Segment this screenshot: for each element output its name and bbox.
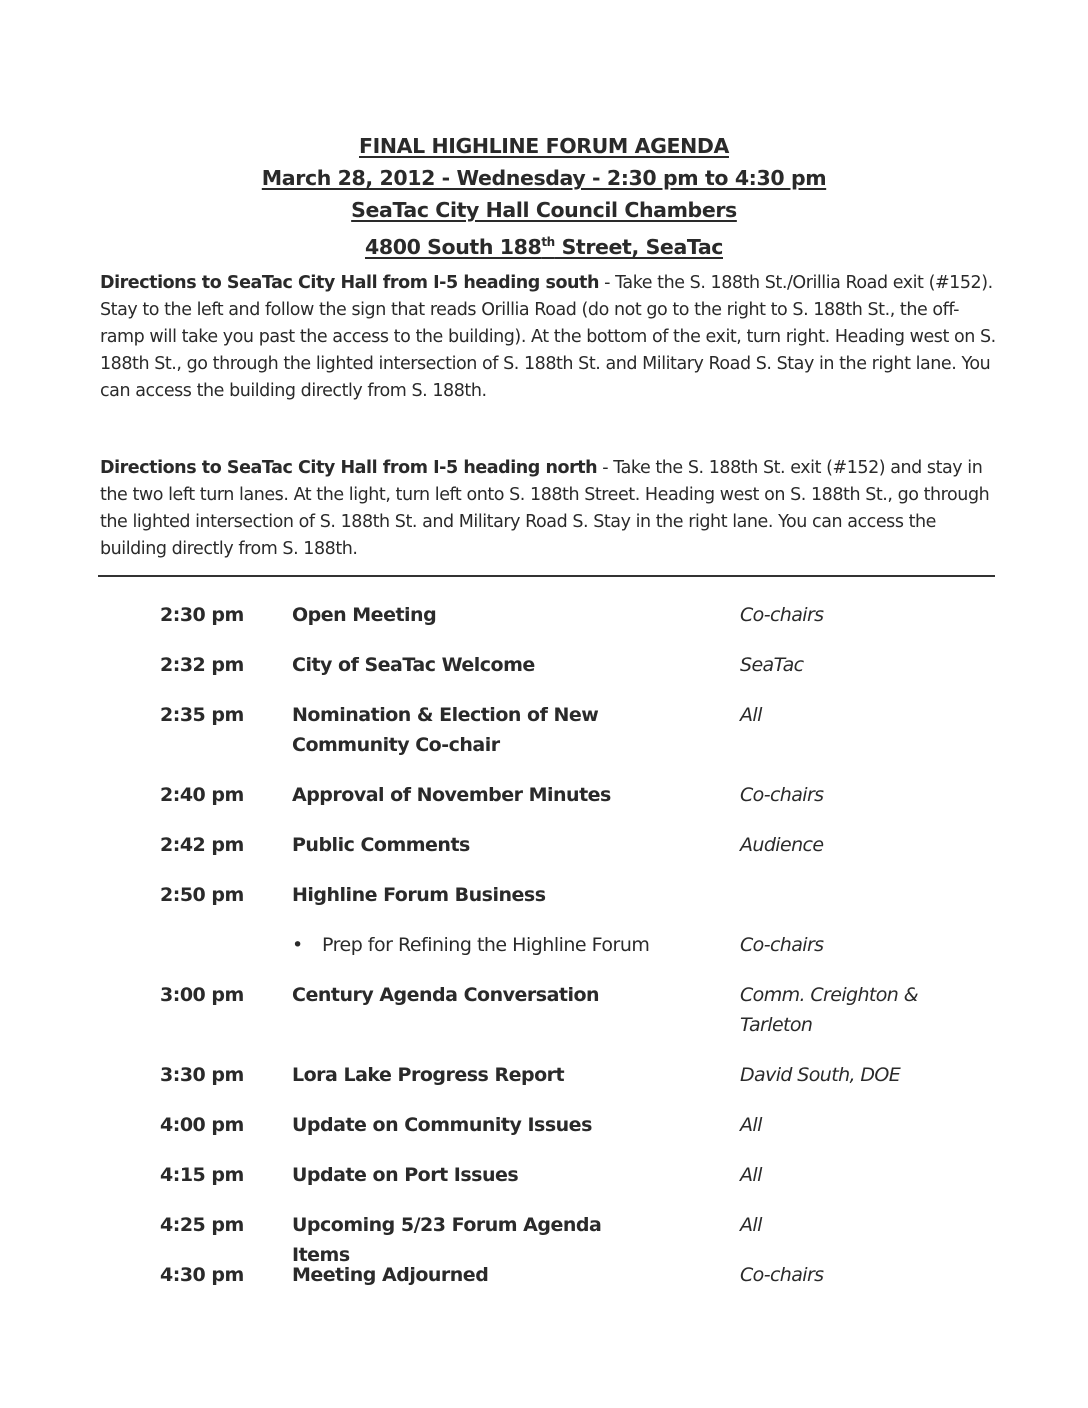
divider (98, 575, 995, 577)
agenda-presenter: All (740, 1114, 762, 1136)
agenda-presenter: Co-chairs (740, 784, 824, 806)
address-prefix: 4800 South 188 (364, 234, 542, 259)
agenda-subitem-text: Prep for Refining the Highline Forum (322, 934, 650, 956)
meeting-address (0, 226, 1088, 263)
bullet-icon: • (292, 934, 303, 956)
agenda-time: 2:30 pm (160, 604, 244, 626)
directions-south (100, 270, 1000, 405)
agenda-item: Approval of November Minutes (292, 784, 611, 806)
agenda-presenter: Co-chairs (740, 934, 824, 956)
document-title: FINAL HIGHLINE FORUM AGENDA (359, 134, 729, 158)
agenda-subitem (292, 930, 712, 960)
agenda-time: 2:40 pm (160, 784, 244, 806)
agenda-item: Open Meeting (292, 604, 437, 626)
agenda-presenter: Audience (740, 834, 824, 856)
agenda-item: Nomination & Election of New Community Co-chair (292, 704, 599, 756)
agenda-time: 3:00 pm (160, 984, 244, 1006)
directions-south-lead: Directions to SeaTac City Hall from I-5 heading south (100, 273, 599, 293)
agenda-time: 4:00 pm (160, 1114, 244, 1136)
agenda-presenter: Comm. Creighton & Tarleton (740, 984, 918, 1036)
address-suffix: Street, SeaTac (554, 234, 723, 259)
agenda-item: Update on Community Issues (292, 1114, 592, 1136)
address-superscript: th (541, 235, 555, 249)
agenda-time: 4:30 pm (160, 1264, 244, 1286)
agenda-presenter: All (740, 1164, 762, 1186)
agenda-presenter: Co-chairs (740, 1264, 824, 1286)
agenda-item: Lora Lake Progress Report (292, 1064, 565, 1086)
agenda-presenter: All (740, 1214, 762, 1236)
agenda-item: Public Comments (292, 834, 470, 856)
agenda-item: Update on Port Issues (292, 1164, 519, 1186)
agenda-time: 2:42 pm (160, 834, 244, 856)
agenda-item: Meeting Adjourned (292, 1264, 489, 1286)
directions-north (100, 455, 1000, 563)
meeting-venue: SeaTac City Hall Council Chambers (351, 198, 737, 222)
agenda-presenter: SeaTac (740, 654, 804, 676)
agenda-time: 2:32 pm (160, 654, 244, 676)
agenda-item: City of SeaTac Welcome (292, 654, 535, 676)
document-header (0, 130, 1088, 263)
agenda-time: 2:35 pm (160, 704, 244, 726)
agenda-time: 4:25 pm (160, 1214, 244, 1236)
agenda-item: Upcoming 5/23 Forum Agenda Items (292, 1214, 602, 1266)
agenda-time: 4:15 pm (160, 1164, 244, 1186)
meeting-date-line: March 28, 2012 - Wednesday - 2:30 pm to 4:30 pm (261, 166, 827, 190)
directions-north-lead: Directions to SeaTac City Hall from I-5 heading north (100, 458, 598, 478)
agenda-item: Century Agenda Conversation (292, 984, 600, 1006)
agenda-presenter: All (740, 704, 762, 726)
directions-south-text: - Take the S. 188th St./Orillia Road exit (#152). Stay to the left and follow the sign that reads Orillia Road (do not go to the right to S. 188th St., the off-ramp will take you past the access to the building). At the bottom of the exit, turn right. Heading west on S. 188th St., go through the lighted intersection of S. 188th St. and Military Road S. Stay in the right lane. You can access the building directly from S. 188th. (100, 273, 996, 401)
agenda-presenter: David South, DOE (740, 1064, 901, 1086)
directions-north-text: - Take the S. 188th St. exit (#152) and stay in the two left turn lanes. At the light, turn left onto S. 188th Street. Heading west on S. 188th St., go through the lighted intersection of S. 188th St. and Military Road S. Stay in the right lane. You can access the building directly from S. 188th. (100, 458, 990, 559)
agenda-time: 2:50 pm (160, 884, 244, 906)
agenda-presenter: Co-chairs (740, 604, 824, 626)
agenda-time: 3:30 pm (160, 1064, 244, 1086)
agenda-item: Highline Forum Business (292, 884, 546, 906)
